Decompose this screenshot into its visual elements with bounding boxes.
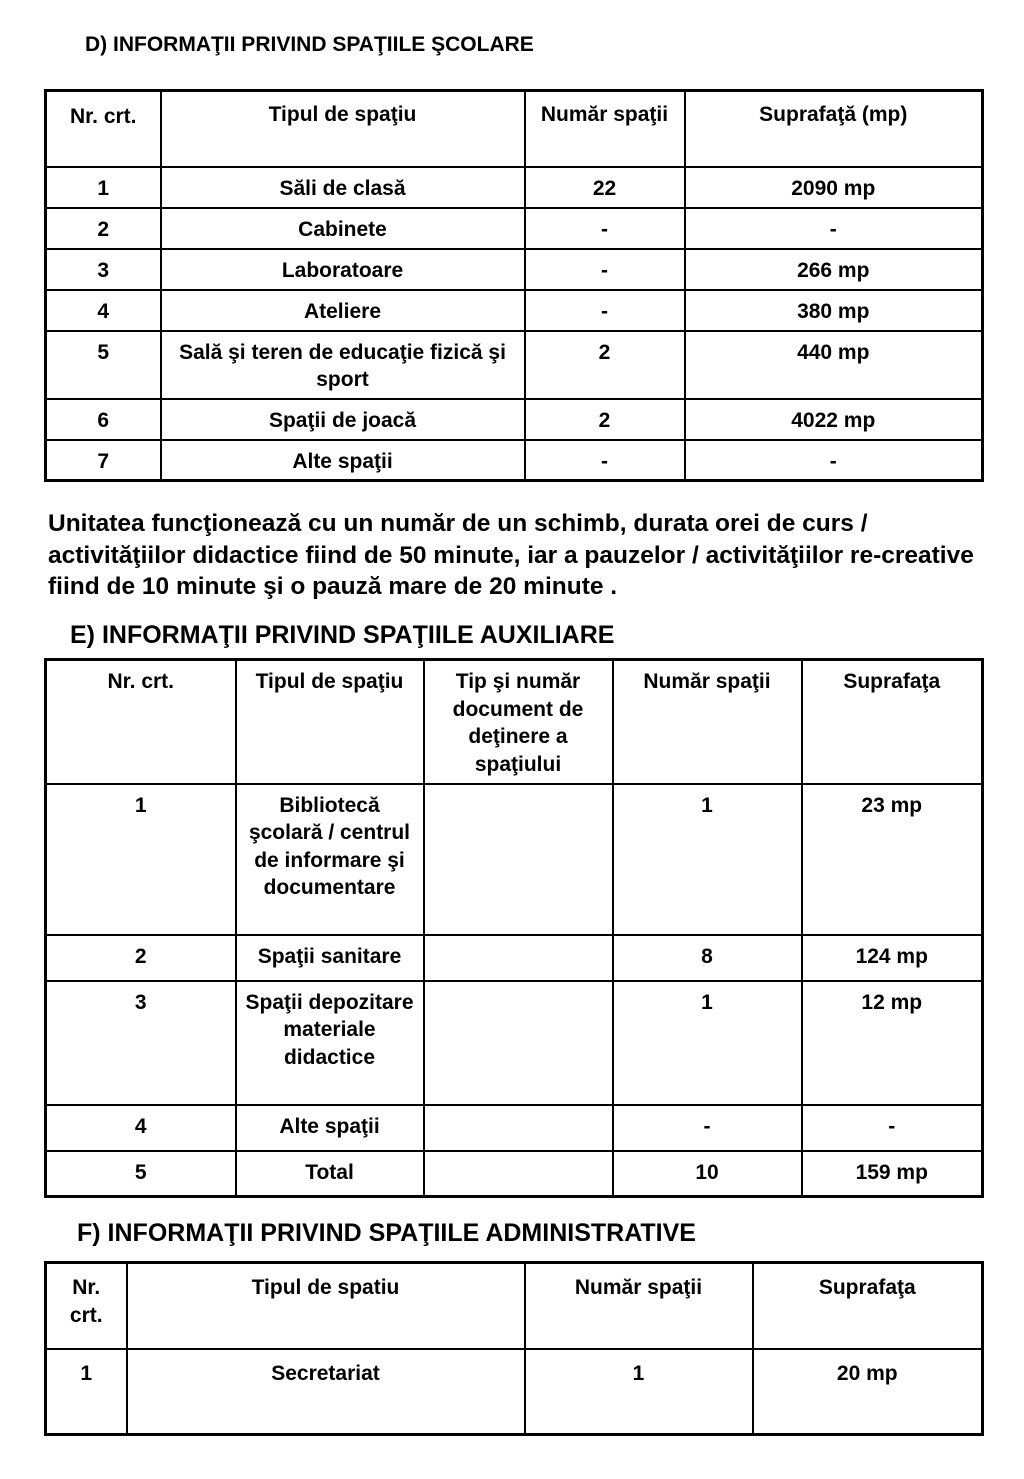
cell-type: Spaţii sanitare [236, 935, 424, 981]
cell-count: - [525, 440, 685, 481]
table-row [46, 167, 983, 208]
cell-count: - [525, 290, 685, 331]
header-space-count: Număr spaţii [525, 1263, 753, 1349]
cell-surface: 266 mp [685, 249, 983, 290]
cell-count: 10 [613, 1151, 802, 1197]
header-space-type: Tipul de spaţiu [161, 91, 525, 167]
cell-document [424, 935, 613, 981]
cell-count: 22 [525, 167, 685, 208]
cell-count: 2 [525, 331, 685, 399]
header-space-count: Număr spaţii [613, 660, 802, 784]
header-nr-crt: Nr. crt. [46, 660, 236, 784]
cell-nr: 7 [46, 440, 161, 481]
cell-type: Bibliotecă şcolară / centrul de informare şi documentare [236, 784, 424, 935]
cell-nr: 1 [46, 167, 161, 208]
cell-nr: 1 [46, 784, 236, 935]
cell-nr: 5 [46, 331, 161, 399]
cell-type: Total [236, 1151, 424, 1197]
cell-document [424, 784, 613, 935]
table-row [46, 1105, 983, 1151]
header-space-type: Tipul de spaţiu [236, 660, 424, 784]
cell-surface: - [685, 208, 983, 249]
table-row [46, 1349, 983, 1435]
table-row [46, 290, 983, 331]
cell-count: 2 [525, 399, 685, 440]
header-nr-crt: Nr. crt. [46, 91, 161, 167]
table-row [46, 981, 983, 1105]
cell-nr: 3 [46, 981, 236, 1105]
header-surface: Suprafaţă (mp) [685, 91, 983, 167]
cell-surface: 440 mp [685, 331, 983, 399]
cell-surface: - [802, 1105, 983, 1151]
cell-type: Sală şi teren de educaţie fizică şi sport [161, 331, 525, 399]
cell-nr: 6 [46, 399, 161, 440]
cell-surface: 4022 mp [685, 399, 983, 440]
table-header-row [46, 1263, 983, 1349]
table-row [46, 935, 983, 981]
cell-nr: 2 [46, 935, 236, 981]
cell-nr: 1 [46, 1349, 127, 1435]
cell-count: 1 [525, 1349, 753, 1435]
cell-type: Alte spaţii [161, 440, 525, 481]
cell-count: - [525, 208, 685, 249]
cell-document [424, 1105, 613, 1151]
cell-count: 1 [613, 784, 802, 935]
cell-nr: 4 [46, 1105, 236, 1151]
cell-type: Cabinete [161, 208, 525, 249]
cell-surface: 124 mp [802, 935, 983, 981]
cell-count: 1 [613, 981, 802, 1105]
cell-type: Ateliere [161, 290, 525, 331]
header-surface: Suprafaţa [753, 1263, 983, 1349]
cell-type: Săli de clasă [161, 167, 525, 208]
table-header-row [46, 91, 983, 167]
cell-document [424, 1151, 613, 1197]
section-f-title: F) INFORMAŢII PRIVIND SPAŢIILE ADMINISTRATIVE [77, 1219, 696, 1247]
school-spaces-table [44, 89, 984, 482]
header-space-type: Tipul de spatiu [127, 1263, 525, 1349]
table-row [46, 249, 983, 290]
cell-type: Secretariat [127, 1349, 525, 1435]
schedule-paragraph: Unitatea funcţionează cu un număr de un schimb, durata orei de curs / activităţiilor didactice fiind de 50 minute, iar a pauzelor / activităţiilor re-creative fiind de 10 minute şi o pauză mare de 20 minute . [48, 510, 974, 600]
administrative-spaces-table [44, 1261, 984, 1436]
cell-count: 8 [613, 935, 802, 981]
header-space-count: Număr spaţii [525, 91, 685, 167]
cell-surface: 20 mp [753, 1349, 983, 1435]
header-surface: Suprafaţa [802, 660, 983, 784]
table-row [46, 1151, 983, 1197]
table-row [46, 331, 983, 399]
section-d-title: D) INFORMAŢII PRIVIND SPAŢIILE ŞCOLARE [85, 33, 534, 56]
table-row [46, 399, 983, 440]
cell-count: - [525, 249, 685, 290]
cell-type: Alte spaţii [236, 1105, 424, 1151]
cell-nr: 2 [46, 208, 161, 249]
cell-document [424, 981, 613, 1105]
header-nr-crt: Nr. crt. [46, 1263, 127, 1349]
table-row [46, 440, 983, 481]
cell-surface: 23 mp [802, 784, 983, 935]
cell-surface: - [685, 440, 983, 481]
header-document: Tip şi număr document de deţinere a spaţiului [424, 660, 613, 784]
cell-nr: 5 [46, 1151, 236, 1197]
table-row [46, 208, 983, 249]
auxiliary-spaces-table [44, 658, 984, 1198]
cell-type: Laboratoare [161, 249, 525, 290]
cell-surface: 2090 mp [685, 167, 983, 208]
cell-surface: 159 mp [802, 1151, 983, 1197]
cell-surface: 12 mp [802, 981, 983, 1105]
table-header-row [46, 660, 983, 784]
cell-nr: 3 [46, 249, 161, 290]
cell-surface: 380 mp [685, 290, 983, 331]
cell-type: Spaţii depozitare materiale didactice [236, 981, 424, 1105]
table-row [46, 784, 983, 935]
section-e-title: E) INFORMAŢII PRIVIND SPAŢIILE AUXILIARE [70, 621, 615, 649]
cell-nr: 4 [46, 290, 161, 331]
cell-count: - [613, 1105, 802, 1151]
cell-type: Spaţii de joacă [161, 399, 525, 440]
